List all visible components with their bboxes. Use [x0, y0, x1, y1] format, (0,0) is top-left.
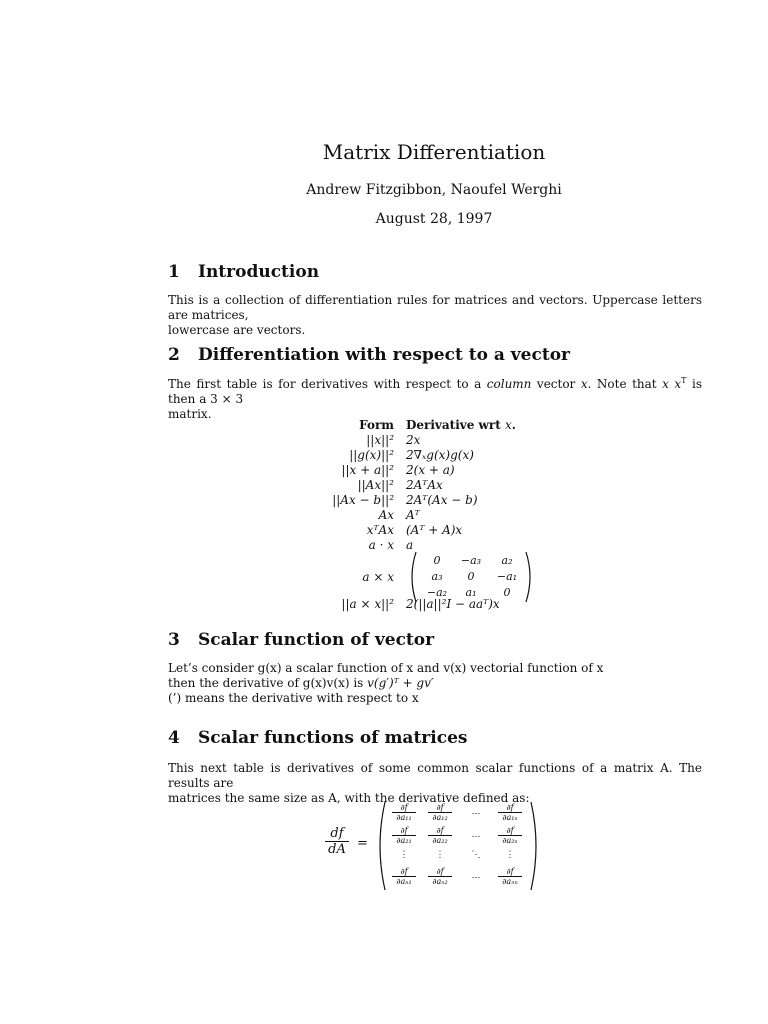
partial-fraction — [389, 803, 419, 822]
section-number: 4 — [168, 728, 180, 748]
row-form: ||a × x||² — [341, 597, 394, 611]
partial-fraction — [425, 803, 455, 822]
lhs-denominator: dA — [328, 842, 346, 857]
sec4-line-1: This next table is derivatives of some common scalar functions of a matrix A. The results are — [168, 761, 702, 790]
partial-numerator: ∂f — [428, 826, 452, 836]
partial-numerator: ∂f — [428, 803, 452, 813]
matrix-cell: −a₁ — [496, 570, 518, 583]
cross-product-matrix — [406, 550, 536, 602]
matrix-cell: −a₃ — [460, 554, 482, 567]
matrix-ellipsis: ⋮ — [505, 850, 515, 860]
partial-numerator: ∂f — [428, 867, 452, 877]
partial-denominator: ∂a₂ₙ — [502, 836, 518, 845]
intro-line-2: lowercase are vectors. — [168, 323, 306, 337]
partial-numerator: ∂f — [392, 867, 416, 877]
matrix-cell: 0 — [433, 554, 441, 567]
matrix-ellipsis: ⋮ — [399, 850, 409, 860]
math-sup: T — [681, 376, 687, 385]
sec2-line-1 — [168, 377, 702, 407]
partial-fraction — [425, 867, 455, 886]
row-derivative: 2AᵀAx — [406, 478, 443, 492]
dfda-equation — [325, 800, 545, 892]
matrix-ellipsis: ⋯ — [471, 873, 481, 883]
sec3-line-1: Let’s consider g(x) a scalar function of x and v(x) vectorial function of x — [168, 661, 604, 675]
paper-title: Matrix Differentiation — [322, 140, 546, 164]
sec3-line-2 — [168, 676, 702, 691]
paper-date: August 28, 1997 — [375, 211, 493, 227]
row-derivative: 2∇ₓg(x)g(x) — [406, 448, 474, 462]
partial-fraction — [495, 826, 525, 845]
row-form: a × x — [362, 570, 394, 584]
matrix-cell: a₃ — [431, 570, 443, 583]
lhs-fraction — [325, 826, 349, 857]
text-emphasis: column — [486, 377, 532, 391]
partial-numerator: ∂f — [498, 867, 522, 877]
section-title: Scalar function of vector — [198, 630, 435, 650]
matrix-cell: −a₂ — [426, 586, 448, 599]
partial-numerator: ∂f — [392, 803, 416, 813]
section-number: 3 — [168, 630, 180, 650]
row-derivative: 2Aᵀ(Ax − b) — [406, 493, 478, 507]
intro-line-1: This is a collection of differentiation rules for matrices and vectors. Uppercase letters are matrices, — [168, 293, 702, 322]
matrix-cell: a₁ — [465, 586, 477, 599]
sec2-line-2: matrix. — [168, 407, 212, 421]
row-form: ||Ax − b||² — [332, 493, 394, 507]
matrix-ellipsis: ⋮ — [435, 850, 445, 860]
row-derivative: 2x — [406, 433, 421, 447]
partial-numerator: ∂f — [498, 803, 522, 813]
text-run: The first table is for derivatives with respect to a — [168, 377, 487, 391]
partial-numerator: ∂f — [392, 826, 416, 836]
section-number: 2 — [168, 345, 180, 365]
partial-numerator: ∂f — [498, 826, 522, 836]
row-form: ||x||² — [366, 433, 394, 447]
row-derivative: (Aᵀ + A)x — [406, 523, 463, 537]
partial-denominator: ∂a₂₁ — [396, 836, 412, 845]
matrix-cell: a₂ — [501, 554, 513, 567]
row-form: ||x + a||² — [341, 463, 394, 477]
matrix-cell: 0 — [467, 570, 475, 583]
row-derivative: Aᵀ — [406, 508, 420, 522]
text-run: is then a 3 × 3 — [168, 377, 703, 406]
section-heading-scalar-vector — [168, 630, 434, 650]
sec4-line-2: matrices the same size as A, with the derivative defined as: — [168, 791, 530, 805]
header-deriv-cell — [406, 418, 606, 432]
matrix-ellipsis: ⋯ — [471, 809, 481, 819]
row-derivative: 2(x + a) — [406, 463, 455, 477]
header-period: . — [511, 418, 516, 432]
sec3-paragraph — [168, 661, 702, 706]
text-run: then the derivative of g(x)v(x) is — [168, 676, 368, 690]
sec2-paragraph — [168, 377, 702, 422]
partial-denominator: ∂aₙ₂ — [432, 877, 448, 886]
sec3-line-3: (’) means the derivative with respect to x — [168, 691, 419, 705]
math-expr: x x — [662, 377, 682, 391]
header-var: x — [504, 418, 512, 432]
partial-fraction — [389, 826, 419, 845]
text-run: . Note that — [587, 377, 663, 391]
matrix-cell: 0 — [503, 586, 511, 599]
row-form: ||g(x)||² — [349, 448, 394, 462]
row-form: Ax — [378, 508, 394, 522]
row-form: a · x — [368, 538, 394, 552]
section-title: Differentiation with respect to a vector — [198, 345, 570, 365]
header-form: Form — [359, 418, 394, 432]
row-form: xᵀAx — [366, 523, 394, 537]
text-run: vector — [531, 377, 581, 391]
equals-sign: = — [357, 836, 368, 851]
paper-authors: Andrew Fitzgibbon, Naoufel Werghi — [306, 182, 562, 198]
partial-denominator: ∂a₁ₙ — [502, 813, 518, 822]
row-form: ||Ax||² — [357, 478, 394, 492]
header-deriv: Derivative wrt — [406, 418, 505, 432]
partial-denominator: ∂a₂₂ — [432, 836, 448, 845]
partial-fraction — [495, 803, 525, 822]
section-heading-introduction — [168, 262, 319, 282]
partial-fraction — [389, 867, 419, 886]
math-expr: v(g′)ᵀ + gv′ — [367, 676, 434, 690]
row-derivative: a — [406, 538, 414, 552]
section-heading-vector — [168, 345, 570, 365]
header-form-cell — [300, 418, 394, 432]
section-title: Scalar functions of matrices — [198, 728, 468, 748]
partial-denominator: ∂a₁₁ — [396, 813, 412, 822]
matrix-ellipsis: ⋯ — [471, 832, 481, 842]
lhs-numerator: df — [325, 826, 349, 842]
partial-denominator: ∂a₁₂ — [432, 813, 448, 822]
section-heading-scalar-matrices — [168, 728, 467, 748]
math-var: x — [580, 377, 588, 391]
partial-fraction — [495, 867, 525, 886]
section-number: 1 — [168, 262, 180, 282]
partial-fraction — [425, 826, 455, 845]
partial-denominator: ∂aₙ₁ — [396, 877, 412, 886]
section-title: Introduction — [198, 262, 320, 282]
matrix-ellipsis: ⋱ — [471, 850, 481, 860]
row-derivative: 2(||a||²I − aaᵀ)x — [406, 597, 500, 611]
intro-paragraph — [168, 293, 702, 338]
partial-denominator: ∂aₙₙ — [502, 877, 518, 886]
